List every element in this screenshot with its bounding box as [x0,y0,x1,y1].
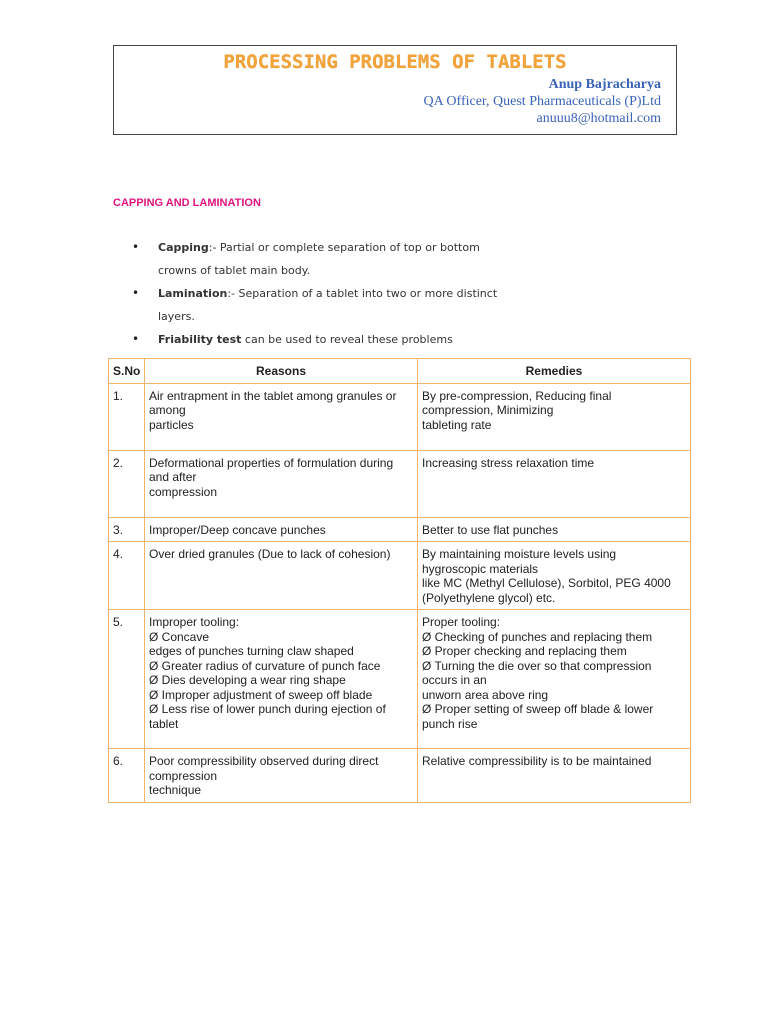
cell-reasons [145,383,418,450]
remedies-line: By pre-compression, Reducing final [422,388,612,403]
bullet-text: crowns of tablet main body. [158,264,311,277]
author-role: QA Officer, Quest Pharmaceuticals (P)Ltd [423,94,661,109]
cell-remedies [418,610,691,749]
cell-sno: 5. [109,610,145,749]
table-header-row [109,359,691,384]
table-row [109,610,691,749]
bullet-term: Capping [158,241,209,254]
cell-remedies [418,749,691,803]
remedies-line: By maintaining moisture levels using [422,547,617,561]
reasons-line: tablet [149,716,179,731]
column-header-reasons: Reasons [145,359,418,384]
cell-sno: 2. [109,450,145,517]
bullet-text: :- Partial or complete separation of top or bottom [208,241,480,254]
reasons-line: Deformational properties of formulation during [149,455,394,470]
reasons-line: Ø Improper adjustment of sweep off blade [149,687,373,702]
bullet-list [113,236,673,351]
reasons-line: Ø Concave [149,629,210,644]
reasons-line: among [149,403,186,417]
remedies-line: Ø Checking of punches and replacing them [422,629,653,644]
column-header-remedies: Remedies [418,359,691,384]
cell-sno: 3. [109,517,145,542]
bullet-item-lamination [113,282,673,328]
document-title: PROCESSING PROBLEMS OF TABLETS [223,51,567,73]
cell-sno: 4. [109,542,145,610]
reasons-line: compression [149,484,218,499]
cell-sno: 6. [109,749,145,803]
bullet-item-capping [113,236,673,282]
reasons-line: technique [149,783,202,797]
remedies-line: Ø Turning the die over so that compression [422,658,652,673]
remedies-line: tableting rate [422,417,492,432]
remedies-line: like MC (Methyl Cellulose), Sorbitol, PEG 4000 [422,576,671,590]
reasons-line: Poor compressibility observed during direct [149,754,379,768]
bullet-text: :- Separation of a tablet into two or more distinct [227,287,498,300]
reasons-line: Ø Less rise of lower punch during ejection of [149,702,386,716]
section-heading: CAPPING AND LAMINATION [113,197,261,209]
cell-remedies [418,450,691,517]
remedies-line: (Polyethylene glycol) etc. [422,590,556,605]
reasons-line: Over dried granules (Due to lack of cohesion) [149,547,391,561]
table-body [109,383,691,802]
table-row [109,383,691,450]
cell-remedies [418,542,691,610]
bullet-icon: • [132,286,140,300]
table-row [109,749,691,803]
remedies-line: Ø Proper setting of sweep off blade & lower [422,702,654,716]
reasons-line: Air entrapment in the tablet among granules or [149,388,397,403]
reasons-line: particles [149,417,194,432]
author-email: anuuu8@hotmail.com [536,111,661,126]
reasons-line: compression [149,768,218,783]
bullet-text: layers. [158,310,195,323]
reasons-line: Ø Dies developing a wear ring shape [149,673,346,687]
remedies-line: Increasing stress relaxation time [422,455,595,470]
remedies-line: unworn area above ring [422,687,549,702]
cell-reasons [145,450,418,517]
remedies-line: compression, Minimizing [422,403,554,417]
author-name: Anup Bajracharya [548,77,661,92]
remedies-line: Relative compressibility is to be maintained [422,754,652,768]
remedies-line: hygroscopic materials [422,561,539,576]
cell-reasons [145,610,418,749]
bullet-icon: • [132,240,140,254]
bullet-term: Lamination [158,287,228,300]
author-block [423,76,661,127]
cell-reasons [145,749,418,803]
remedies-line: Better to use flat punches [422,522,559,537]
reasons-line: edges of punches turning claw shaped [149,644,354,658]
document-header [113,45,677,135]
table-row [109,450,691,517]
reasons-line: and after [149,470,197,484]
cell-remedies [418,517,691,542]
remedies-line: Ø Proper checking and replacing them [422,644,627,658]
bullet-term: Friability test [158,333,242,346]
column-header-sno: S.No [109,359,145,384]
table-row [109,517,691,542]
table-row [109,542,691,610]
bullet-text: can be used to reveal these problems [241,333,453,346]
remedies-line: Proper tooling: [422,615,501,629]
bullet-item-friability [113,328,673,351]
reasons-line: Improper tooling: [149,615,240,629]
cell-reasons [145,517,418,542]
reasons-line: Ø Greater radius of curvature of punch face [149,658,381,673]
cell-sno: 1. [109,383,145,450]
reasons-line: Improper/Deep concave punches [149,522,326,537]
cell-remedies [418,383,691,450]
cell-reasons [145,542,418,610]
remedies-line: punch rise [422,716,478,731]
remedies-line: occurs in an [422,673,487,687]
bullet-icon: • [132,332,140,346]
problems-table [108,358,691,803]
